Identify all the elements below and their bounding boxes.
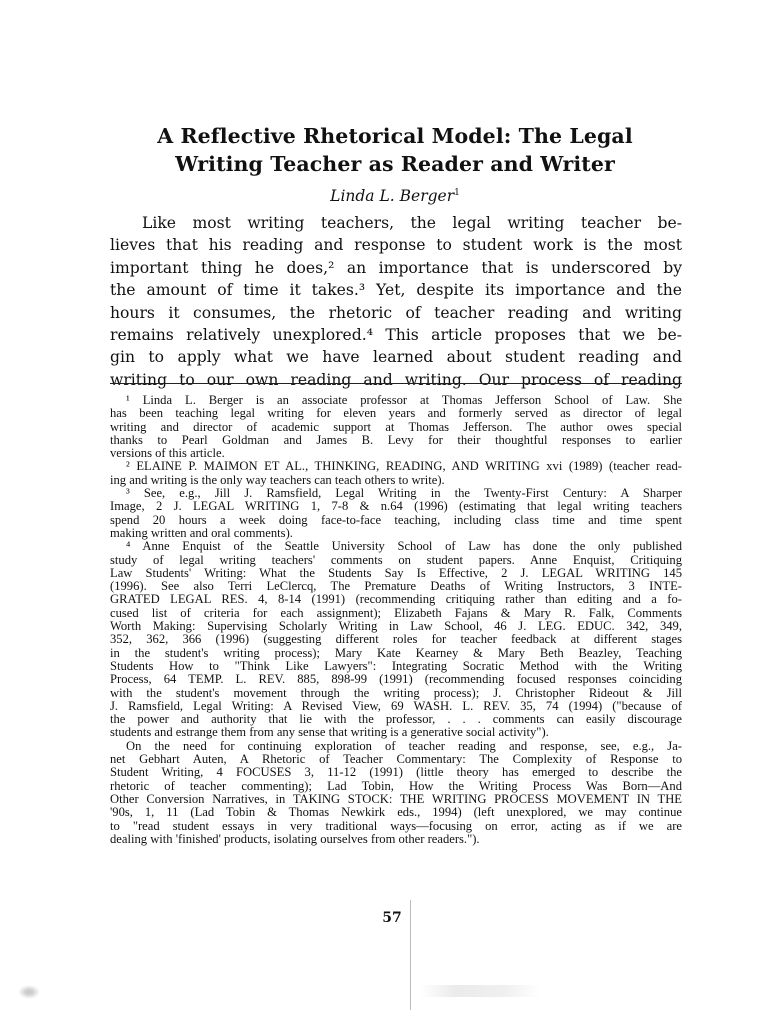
title-line-2: Writing Teacher as Reader and Writer — [175, 152, 615, 176]
footnote-line: Student Writing, 4 FOCUSES 3, 11-12 (1991) (little theory has emerged to describe the — [110, 766, 682, 780]
scan-smudge — [18, 985, 40, 999]
footnote-line: making written and oral comments). — [110, 526, 293, 540]
article-title — [110, 122, 680, 178]
footnote-line: Law Students' Writing: What the Students Say Is Effective, 2 J. LEGAL WRITING 145 — [110, 566, 682, 580]
footnote-line: Students How to "Think Like Lawyers": Integrating Socratic Method with the Writing — [110, 659, 682, 673]
body-line: Like most writing teachers, the legal writing teacher be- — [142, 214, 682, 232]
footnote-line: J. Ramsfield, Legal Writing: A Revised View, 69 WASH. L. REV. 35, 74 (1994) ("because of — [110, 699, 682, 713]
footnote-line: (1996). See also Terri LeClercq, The Premature Deaths of Writing Instructors, 3 INTE- — [110, 580, 682, 594]
footnote-line: ³ See, e.g., Jill J. Ramsfield, Legal Writing in the Twenty-First Century: A Sharper — [126, 487, 682, 501]
footnote-line: dealing with 'finished' products, isolating ourselves from other readers."). — [110, 832, 480, 846]
body-text — [110, 212, 682, 391]
footnote-line: spend 20 hours a week doing face-to-face teaching, including class time and time spent — [110, 513, 682, 527]
footnote-line: net Gebhart Auten, A Rhetoric of Teacher Commentary: The Complexity of Response to — [110, 753, 682, 767]
body-line: lieves that his reading and response to student work is the most — [110, 236, 682, 255]
footnote-divider — [110, 383, 682, 384]
footnote-line: ⁴ Anne Enquist of the Seattle University School of Law has done the only published — [126, 540, 682, 554]
body-line: the amount of time it takes.³ Yet, despite its importance and the — [110, 281, 682, 300]
footnote-line: cused list of criteria for each assignment); Elizabeth Fajans & Mary R. Falk, Comments — [110, 606, 682, 620]
footnotes — [110, 394, 682, 846]
body-line: gin to apply what we have learned about student reading and — [110, 348, 682, 367]
footnote-line: study of legal writing teachers' comments on student papers. Anne Enquist, Critiquing — [110, 553, 682, 567]
footnote-line: in the student's writing process); Mary Kate Kearney & Mary Beth Beazley, Teaching — [110, 646, 682, 660]
footnote-line: students and estrange them from any sense that writing is a generative social activity"). — [110, 726, 549, 740]
footnote-line: versions of this article. — [110, 447, 225, 461]
body-line: hours it consumes, the rhetoric of teacher reading and writing — [110, 303, 682, 322]
footnote-line: ing and writing is the only way teachers can teach others to write). — [110, 473, 445, 487]
footnote-line: writing and director of academic support at Thomas Jefferson. The author owes special — [110, 420, 682, 434]
footnote-line: Other Conversion Narratives, in TAKING STOCK: THE WRITING PROCESS MOVEMENT IN THE — [110, 792, 682, 806]
author-footnote-ref: 1 — [454, 188, 460, 198]
footnote-line: with the student's movement through the writing process); J. Christopher Rideout & Jill — [110, 686, 682, 700]
footnote-line: '90s, 1, 11 (Lad Tobin & Thomas Newkirk eds., 1994) (left unexplored, we may continue — [110, 806, 682, 820]
author-name: Linda L. Berger — [330, 187, 455, 205]
footnote-line: Worth Making: Supervising Scholarly Writing in Law School, 46 J. LEG. EDUC. 342, 349, — [110, 620, 682, 634]
scan-smudge — [420, 985, 540, 997]
footnote-line: GRATED LEGAL RES. 4, 8-14 (1991) (recommending critiquing rather than editing and a fo- — [110, 593, 682, 607]
footnote-line: has been teaching legal writing for eleven years and formerly served as director of legal — [110, 407, 682, 421]
footnote-line: ² ELAINE P. MAIMON ET AL., THINKING, READING, AND WRITING xvi (1989) (teacher read- — [126, 460, 682, 474]
body-line: writing to our own reading and writing. Our process of reading — [110, 370, 682, 389]
footnote-line: to "read student essays in very traditional ways—focusing on error, acting as if we are — [110, 819, 682, 833]
footnote-line: 352, 362, 366 (1996) (suggesting different roles for teacher feedback at different stages — [110, 633, 682, 647]
footnote-line: rhetoric of teacher commenting); Lad Tobin, How the Writing Process Was Born—And — [110, 779, 682, 793]
body-line: remains relatively unexplored.⁴ This article proposes that we be- — [110, 325, 682, 344]
footnote-line: Process, 64 TEMP. L. REV. 885, 898-99 (1991) (recommending focused responses coinciding — [110, 673, 682, 687]
body-line: important thing he does,² an importance that is underscored by — [110, 258, 682, 277]
footnote-line: ¹ Linda L. Berger is an associate professor at Thomas Jefferson School of Law. She — [126, 394, 682, 407]
binding-gutter-line — [410, 900, 411, 1010]
footnote-line: Image, 2 J. LEGAL WRITING 1, 7-8 & n.64 (1996) (estimating that legal writing teachers — [110, 500, 682, 514]
author-byline — [110, 187, 680, 205]
footnote-line: thanks to Pearl Goldman and James B. Levy for their thoughtful responses to earlier — [110, 433, 682, 447]
title-line-1: A Reflective Rhetorical Model: The Legal — [157, 124, 633, 148]
footnote-line: On the need for continuing exploration of teacher reading and response, see, e.g., Ja- — [126, 739, 682, 753]
page-number: 57 — [382, 910, 402, 926]
footnote-line: the power and authority that lie with the professor, . . . comments can easily discourage — [110, 713, 682, 727]
